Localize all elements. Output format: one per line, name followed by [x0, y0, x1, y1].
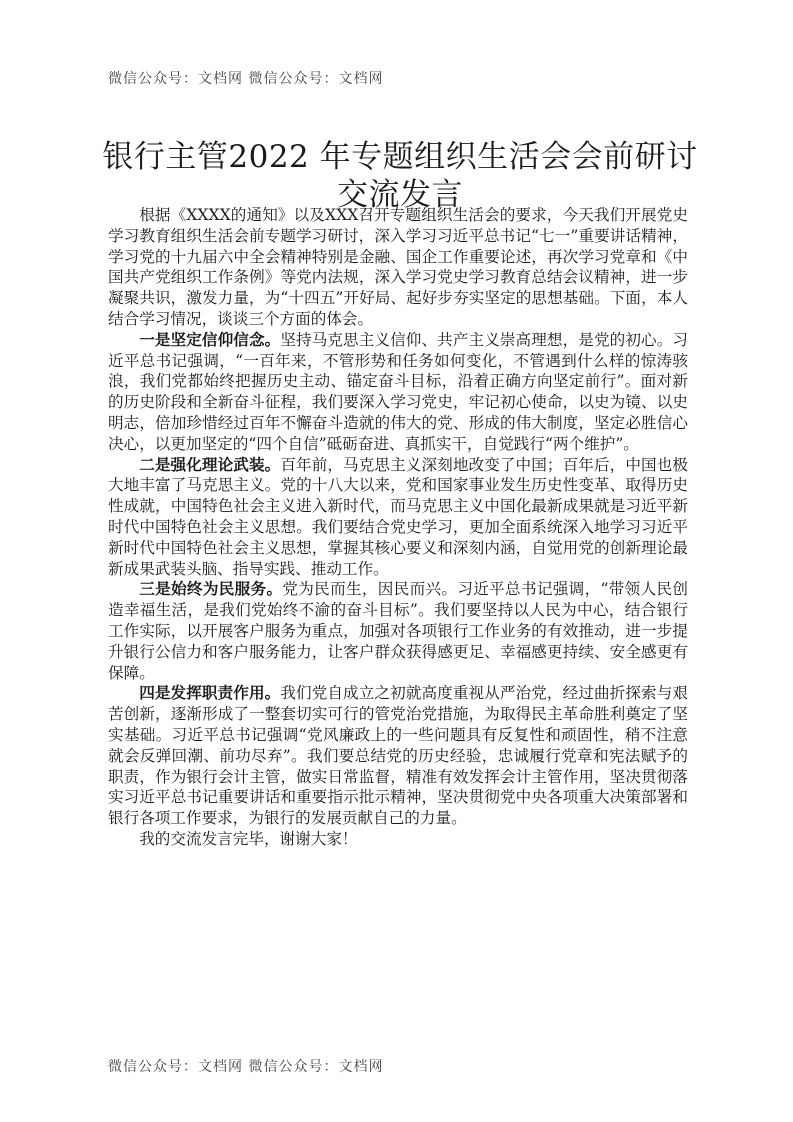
- paragraph-point-1: [108, 330, 688, 455]
- paragraph-lead: 四是发挥职责作用。: [139, 683, 281, 703]
- paragraph-text: 百年前，马克思主义深刻地改变了中国；百年后，中国也极大地丰富了马克思主义。党的十八大以来，党和国家事业发生历史性变革、取得历史性成就，中国特色社会主义进入新时代，而马克思主义中国化最新成果就是习近平新时代中国特色社会主义思想。我们要结合党史学习，更加全面系统深入地学习习近平新时代中国特色社会主义思想，掌握其核心要义和深刻内涵，自觉用党的创新理论最新成果武装头脑、指导实践、推动工作。: [108, 455, 688, 578]
- paragraph-lead: 三是始终为民服务。: [139, 579, 283, 599]
- paragraph-text: 坚持马克思主义信仰、共产主义崇高理想，是党的初心。习近平总书记强调，“一百年来，不管形势和任务如何变化，不管遇到什么样的惊涛骇浪，我们党都始终把握历史主动、锚定奋斗目标，沿着正确方向坚定前行”。面对新的历史阶段和全新奋斗征程，我们要深入学习党史，牢记初心使命，以史为镜、以史明志，倍加珍惜经过百年不懈奋斗造就的伟大的党、形成的伟大制度，坚定必胜信心决心，以更加坚定的“四个自信”砥砺奋进、真抓实干，自觉践行“两个维护”。: [108, 330, 688, 453]
- paragraph-lead: 二是强化理论武装。: [139, 454, 281, 474]
- paragraph-point-2: [108, 455, 688, 580]
- paragraph-text: 我们党自成立之初就高度重视从严治党，经过曲折探索与艰苦创新，逐渐形成了一整套切实可行的管党治党措施，为取得民主革命胜利奠定了坚实基础。习近平总书记强调“党风廉政上的一些问题具有反复性和顽固性，稍不注意就会反弹回潮、前功尽弃”。我们要总结党的历史经验，忠诚履行党章和宪法赋予的职责，作为银行会计主管，做实日常监督，精准有效发挥会计主管作用，坚决贯彻落实习近平总书记重要讲话和重要指示批示精神，坚决贯彻党中央各项重大决策部署和银行各项工作要求，为银行的发展贡献自己的力量。: [108, 684, 688, 828]
- paragraph-point-3: [108, 579, 688, 683]
- document-title: 银行主管2022 年专题组织生活会会前研讨交流发言: [102, 139, 698, 213]
- paragraph-intro: [108, 205, 688, 330]
- document-body: [108, 205, 688, 850]
- page-header: 微信公众号：文档网 微信公众号：文档网: [108, 71, 384, 87]
- paragraph-text: 党为民而生，因民而兴。习近平总书记强调，“带领人民创造幸福生活，是我们党始终不渝的奋斗目标”。我们要坚持以人民为中心，结合银行工作实际，以开展客户服务为重点，加强对各项银行工作业务的有效推动，进一步提升银行公信力和客户服务能力，让客户群众获得感更足、幸福感更持续、安全感更有保障。: [108, 580, 688, 682]
- paragraph-text: 根据《XXXX的通知》以及XXX召开专题组织生活会的要求，今天我们开展党史学习教育组织生活会前专题学习研讨，深入学习习近平总书记“七一”重要讲话精神，学习党的十九届六中全会精神特别是金融、国企工作重要论述，再次学习党章和《中国共产党组织工作条例》等党内法规，深入学习党史学习教育总结会议精神，进一步凝聚共识，激发力量，为“十四五”开好局、起好步夯实坚定的思想基础。下面，本人结合学习情况，谈谈三个方面的体会。: [108, 206, 688, 328]
- paragraph-closing: [108, 829, 688, 850]
- page-footer: 微信公众号：文档网 微信公众号：文档网: [108, 1059, 384, 1075]
- paragraph-text: 我的交流发言完毕，谢谢大家！: [139, 829, 358, 848]
- paragraph-point-4: [108, 683, 688, 829]
- paragraph-lead: 一是坚定信仰信念。: [139, 329, 281, 349]
